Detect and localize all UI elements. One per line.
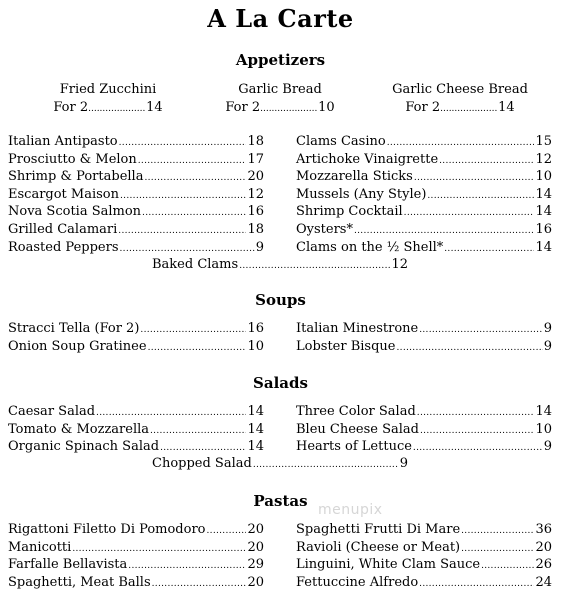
item-price: 36 — [535, 522, 552, 537]
leader-dots — [160, 443, 246, 453]
featured-serving: For 2 — [405, 100, 441, 115]
item-price: 12 — [391, 257, 408, 272]
leader-dots — [88, 100, 146, 118]
item-name: Onion Soup Gratinee — [8, 338, 147, 354]
item-name: Shrimp & Portabella — [8, 169, 144, 185]
item-name: Farfalle Bellavista — [8, 557, 128, 573]
leader-dots — [144, 173, 246, 183]
item-price: 20 — [247, 539, 264, 555]
leader-dots — [461, 544, 534, 554]
featured-serving: For 2 — [53, 100, 89, 115]
leader-dots — [419, 325, 543, 335]
leader-dots — [444, 244, 534, 254]
leader-dots — [72, 544, 246, 554]
item-name: Prosciutto & Melon — [8, 151, 137, 167]
menu-item — [8, 540, 264, 558]
item-name: Chopped Salad — [152, 456, 252, 471]
menu-title: A La Carte — [207, 4, 354, 33]
leader-dots — [253, 460, 399, 470]
featured-name: Fried Zucchini — [59, 82, 157, 97]
item-name: Italian Antipasto — [8, 134, 118, 149]
item-price: 29 — [247, 557, 264, 573]
featured-name: Garlic Cheese Bread — [392, 82, 528, 97]
item-name: Organic Spinach Salad — [8, 439, 160, 455]
leader-dots — [481, 561, 534, 571]
leader-dots — [427, 191, 534, 201]
item-name: Clams Casino — [296, 134, 386, 149]
leader-dots — [404, 208, 535, 218]
item-price: 14 — [535, 404, 552, 419]
leader-dots — [440, 100, 498, 118]
item-name: Artichoke Vinaigrette — [296, 151, 439, 167]
item-name: Mozzarella Sticks — [296, 169, 413, 185]
menu-item — [8, 422, 264, 440]
item-price: 14 — [247, 404, 264, 419]
item-name: Mussels (Any Style) — [296, 186, 427, 202]
item-price: 18 — [247, 222, 264, 237]
leader-dots — [120, 244, 255, 254]
leader-dots — [413, 443, 543, 453]
menu-item — [296, 152, 552, 170]
appetizers-heading: Appetizers — [235, 51, 326, 69]
leader-dots — [419, 579, 534, 589]
menu-item — [8, 240, 264, 258]
leader-dots — [439, 156, 534, 166]
leader-dots — [120, 191, 246, 201]
item-name: Spaghetti, Meat Balls — [8, 574, 151, 590]
item-name: Italian Minestrone — [296, 321, 419, 336]
menu-item — [8, 204, 264, 222]
menu-item — [296, 240, 552, 258]
menu-item — [296, 222, 552, 240]
item-price: 16 — [247, 204, 264, 220]
menu-item — [296, 404, 552, 422]
item-name: Roasted Peppers — [8, 239, 119, 255]
item-price: 9 — [255, 239, 264, 255]
item-price: 20 — [247, 574, 264, 590]
leader-dots — [96, 408, 246, 418]
item-name: Caesar Salad — [8, 404, 96, 419]
menu-item — [296, 134, 552, 152]
item-price: 14 — [535, 186, 552, 202]
menu-item — [8, 152, 264, 170]
item-name: Stracci Tella (For 2) — [8, 321, 140, 336]
item-price: 9 — [543, 439, 552, 455]
menu-item — [296, 540, 552, 558]
item-name: Escargot Maison — [8, 186, 120, 202]
featured-appetizer — [28, 81, 188, 118]
watermark: menupix — [318, 502, 383, 518]
item-price: 15 — [535, 134, 552, 149]
menu-item — [296, 422, 552, 440]
item-price: 10 — [535, 169, 552, 185]
item-price: 16 — [247, 321, 264, 336]
menu-item — [296, 169, 552, 187]
item-price: 24 — [535, 574, 552, 590]
item-name: Manicotti — [8, 539, 72, 555]
leader-dots — [354, 226, 534, 236]
item-price: 20 — [535, 539, 552, 555]
item-name: Bleu Cheese Salad — [296, 421, 419, 437]
leader-dots — [207, 526, 247, 536]
leader-dots — [142, 208, 246, 218]
menu-item — [296, 557, 552, 575]
item-price: 20 — [247, 522, 264, 537]
item-name: Three Color Salad — [296, 404, 416, 419]
menu-item — [8, 557, 264, 575]
item-name: Tomato & Mozzarella — [8, 421, 150, 437]
item-price: 12 — [247, 186, 264, 202]
menu-item — [8, 134, 264, 152]
item-price: 14 — [247, 421, 264, 437]
item-price: 14 — [247, 439, 264, 455]
menu-item — [296, 575, 552, 593]
featured-price: 10 — [318, 100, 335, 115]
item-name: Spaghetti Frutti Di Mare — [296, 522, 461, 537]
item-price: 16 — [535, 222, 552, 237]
featured-name: Garlic Bread — [238, 82, 322, 97]
item-price: 9 — [399, 456, 408, 471]
menu-item — [8, 169, 264, 187]
menu-item — [296, 439, 552, 457]
featured-appetizer — [198, 81, 362, 118]
featured-appetizer — [376, 81, 544, 118]
item-price: 10 — [247, 338, 264, 354]
menu-item — [296, 339, 552, 357]
menu-item — [8, 222, 264, 240]
menu-item — [296, 321, 552, 339]
menu-item — [296, 204, 552, 222]
menu-item — [8, 339, 264, 357]
item-name: Baked Clams — [152, 257, 239, 272]
item-price: 14 — [535, 204, 552, 220]
menu-item — [296, 522, 552, 540]
leader-dots — [128, 561, 246, 571]
item-name: Shrimp Cocktail — [296, 204, 403, 220]
leader-dots — [420, 426, 534, 436]
menu-item — [296, 187, 552, 205]
item-name: Fettuccine Alfredo — [296, 574, 419, 590]
item-name: Oysters* — [296, 222, 353, 237]
pastas-heading: Pastas — [253, 492, 308, 510]
item-price: 17 — [247, 151, 264, 167]
leader-dots — [152, 579, 247, 589]
item-name: Hearts of Lettuce — [296, 439, 412, 455]
leader-dots — [140, 325, 246, 335]
item-price: 9 — [543, 321, 552, 336]
item-price: 14 — [535, 239, 552, 255]
leader-dots — [150, 426, 246, 436]
leader-dots — [387, 138, 535, 148]
item-price: 20 — [247, 169, 264, 185]
menu-item — [8, 439, 264, 457]
leader-dots — [414, 173, 535, 183]
featured-serving: For 2 — [225, 100, 261, 115]
item-name: Clams on the ½ Shell* — [296, 239, 444, 255]
soups-heading: Soups — [255, 291, 306, 309]
leader-dots — [397, 343, 543, 353]
menu-item-center — [152, 456, 408, 474]
leader-dots — [119, 138, 247, 148]
leader-dots — [138, 156, 247, 166]
menu-item — [8, 321, 264, 339]
leader-dots — [239, 261, 390, 271]
salads-heading: Salads — [253, 374, 308, 392]
item-name: Grilled Calamari — [8, 222, 118, 237]
featured-price: 14 — [498, 100, 515, 115]
item-name: Rigattoni Filetto Di Pomodoro — [8, 522, 206, 537]
item-name: Nova Scotia Salmon — [8, 204, 142, 220]
item-price: 12 — [535, 151, 552, 167]
menu-item — [8, 187, 264, 205]
item-name: Ravioli (Cheese or Meat) — [296, 539, 461, 555]
leader-dots — [461, 526, 534, 536]
leader-dots — [417, 408, 535, 418]
menu-item — [8, 522, 264, 540]
item-name: Lobster Bisque — [296, 338, 396, 354]
featured-price: 14 — [146, 100, 163, 115]
item-price: 9 — [543, 338, 552, 354]
item-price: 26 — [535, 557, 552, 573]
menu-item — [8, 404, 264, 422]
menu-item-center — [152, 257, 408, 275]
item-name: Linguini, White Clam Sauce — [296, 557, 481, 573]
menu-item — [8, 575, 264, 593]
leader-dots — [260, 100, 318, 118]
item-price: 10 — [535, 421, 552, 437]
leader-dots — [118, 226, 246, 236]
leader-dots — [148, 343, 247, 353]
item-price: 18 — [247, 134, 264, 149]
